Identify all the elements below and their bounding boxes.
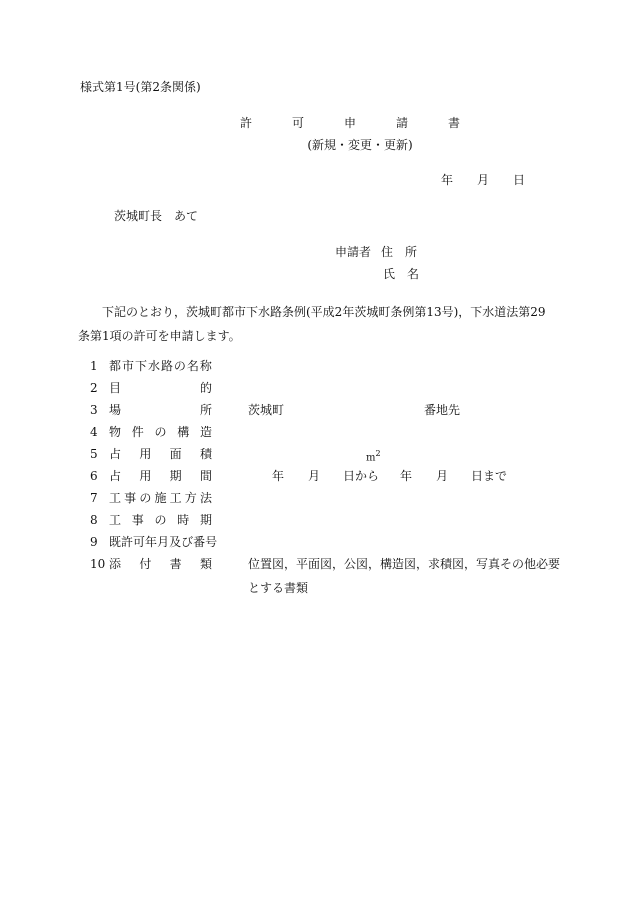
item-label: 既 許 可 年 月 及 び 番 号	[109, 535, 218, 549]
item-row	[90, 513, 550, 535]
attachments-value-line1: 位置図，平面図，公図，構造図，求積図，写真その他必要	[248, 557, 561, 571]
location-suffix: 番地先	[424, 403, 461, 417]
item-row	[90, 557, 561, 595]
location-value: 茨城町	[248, 403, 285, 417]
item-label: 工 事 の 施 工 方 法	[109, 491, 212, 505]
title-char: 許	[239, 116, 252, 130]
period-start-day: 日から	[343, 469, 380, 483]
period-start-month: 月	[308, 469, 321, 483]
item-label: 工 事 の 時 期	[109, 513, 212, 527]
item-label: 都 市 下 水 路 の 名 称	[109, 359, 212, 373]
name-label-char: 氏	[383, 267, 396, 281]
name-label-char: 名	[407, 267, 420, 281]
addressee: 茨城町長 あて	[114, 209, 199, 223]
item-label: 添 付 書 類	[109, 557, 212, 571]
item-number: 8	[90, 513, 98, 527]
item-label: 場 所	[109, 403, 212, 417]
request-statement: 下記のとおり，茨城町都市下水路条例(平成2年茨城町条例第13号)，下水道法第29条第1項の許可を申請します。	[78, 305, 546, 343]
date-month: 月	[477, 173, 490, 187]
item-label: 占 用 期 間	[109, 469, 212, 483]
area-unit: $m^2$	[366, 449, 381, 464]
item-number: 3	[90, 403, 98, 417]
title-char: 請	[395, 116, 408, 130]
period-end-month: 月	[436, 469, 449, 483]
item-number: 5	[90, 447, 98, 461]
item-number: 6	[90, 469, 98, 483]
item-row	[90, 469, 550, 491]
item-label: 物 件 の 構 造	[109, 425, 212, 439]
date-day: 日	[513, 173, 526, 187]
item-number: 4	[90, 425, 98, 439]
item-row	[90, 425, 550, 447]
item-number: 7	[90, 491, 98, 505]
date-line	[441, 173, 525, 187]
item-row	[90, 381, 550, 403]
address-label-char: 所	[405, 245, 418, 259]
applicant-name-row	[383, 267, 419, 281]
item-number: 2	[90, 381, 98, 395]
document-subtitle	[0, 138, 630, 152]
item-row	[90, 359, 550, 381]
item-label: 占 用 面 積	[109, 447, 212, 461]
title-char: 書	[447, 116, 460, 130]
address-label-char: 住	[381, 245, 394, 259]
period-end-day: 日まで	[471, 469, 508, 483]
item-row	[90, 491, 550, 513]
applicant-address-row	[335, 245, 417, 259]
item-row	[90, 535, 550, 557]
item-number: 1	[90, 359, 98, 373]
subtitle-text: (新規・変更・更新)	[307, 138, 413, 152]
attachments-value-line2: とする書類	[248, 581, 309, 595]
title-char: 可	[291, 116, 304, 130]
item-number: 10	[90, 557, 106, 571]
document-title	[0, 116, 630, 130]
title-char: 申	[343, 116, 356, 130]
item-label: 目 的	[109, 381, 212, 395]
form-number: 様式第1号(第2条関係)	[80, 80, 201, 94]
item-number: 9	[90, 535, 98, 549]
item-row	[90, 447, 550, 469]
item-row	[90, 403, 550, 425]
period-start-year: 年	[272, 469, 285, 483]
period-end-year: 年	[400, 469, 413, 483]
applicant-label: 申請者	[335, 245, 372, 259]
date-year: 年	[441, 173, 454, 187]
